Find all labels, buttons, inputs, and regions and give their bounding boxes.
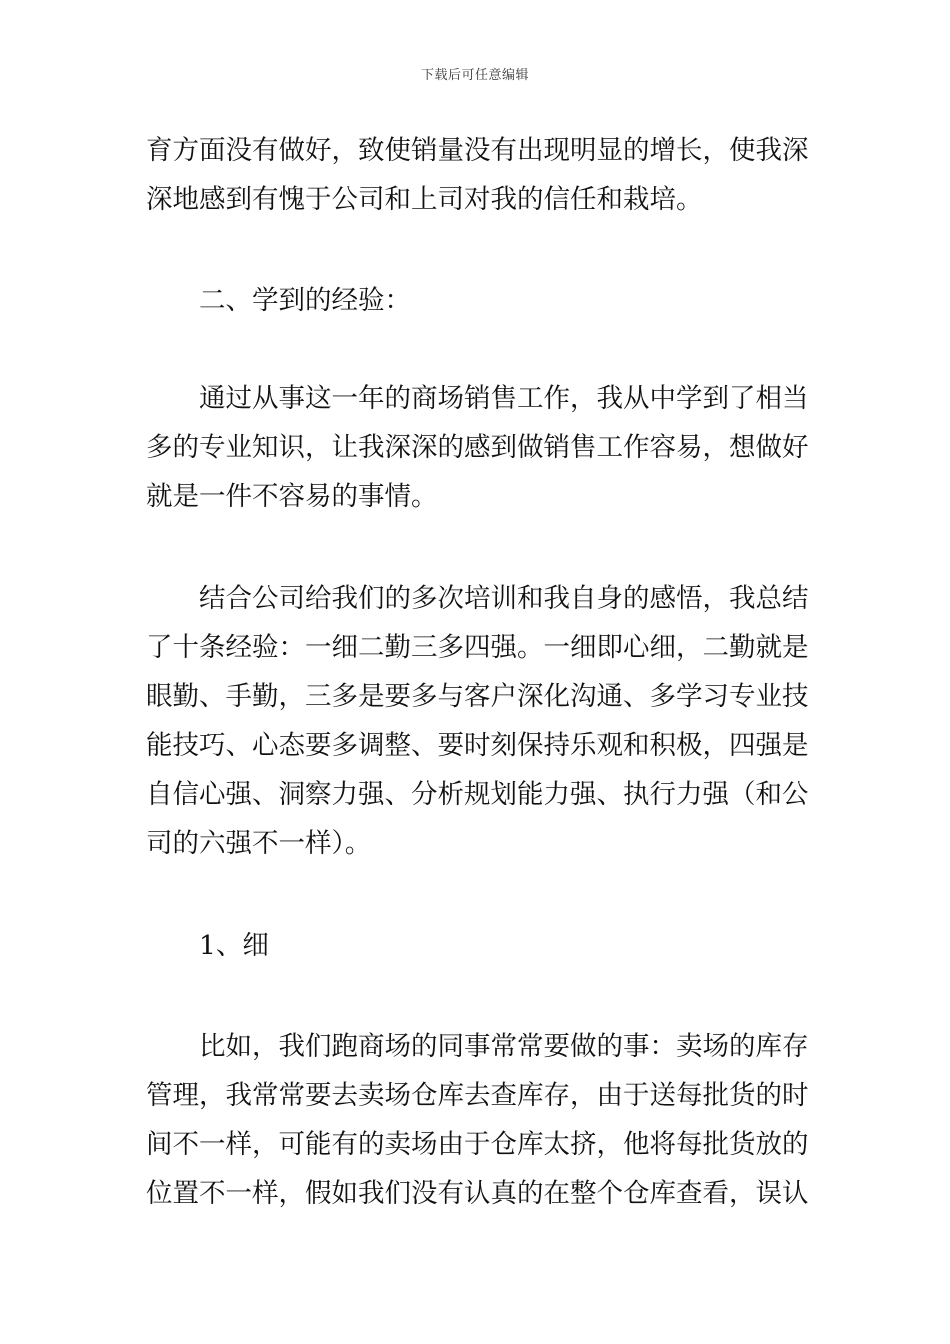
paragraph-ten-experiences [146,574,809,868]
text-line: 1、细 [199,930,269,961]
text-line: 间不一样，可能有的卖场由于仓库太挤，他将每批货放的 [146,1129,809,1160]
text-line: 管理，我常常要去卖场仓库去查库存，由于送每批货的时 [146,1080,809,1111]
paragraph-sales-work [146,374,809,521]
text-line: 就是一件不容易的事情。 [146,481,438,512]
text-line: 自信心强、洞察力强、分析规划能力强、执行力强（和公 [146,779,809,810]
text-line: 结合公司给我们的多次培训和我自身的感悟，我总结 [199,583,809,614]
text-line: 二、学到的经验： [199,285,411,316]
page-header: 下载后可任意编辑 [420,68,529,83]
text-line: 位置不一样，假如我们没有认真的在整个仓库查看，误认 [146,1178,809,1209]
text-line: 眼勤、手勤，三多是要多与客户深化沟通、多学习专业技 [146,681,809,712]
text-line: 了十条经验：一细二勤三多四强。一细即心细，二勤就是 [146,632,809,663]
text-line: 比如，我们跑商场的同事常常要做的事：卖场的库存 [199,1031,809,1062]
text-line: 通过从事这一年的商场销售工作，我从中学到了相当 [199,383,809,414]
text-line: 育方面没有做好，致使销量没有出现明显的增长，使我深 [146,135,809,166]
section-heading-experience [146,276,806,325]
text-line: 深地感到有愧于公司和上司对我的信任和栽培。 [146,184,703,215]
paragraph-continuation [146,126,809,224]
subheading-detail [146,921,806,970]
text-line: 能技巧、心态要多调整、要时刻保持乐观和积极，四强是 [146,730,809,761]
paragraph-inventory-example [146,1022,809,1218]
text-line: 司的六强不一样）。 [146,828,372,859]
text-line: 多的专业知识，让我深深的感到做销售工作容易，想做好 [146,432,809,463]
